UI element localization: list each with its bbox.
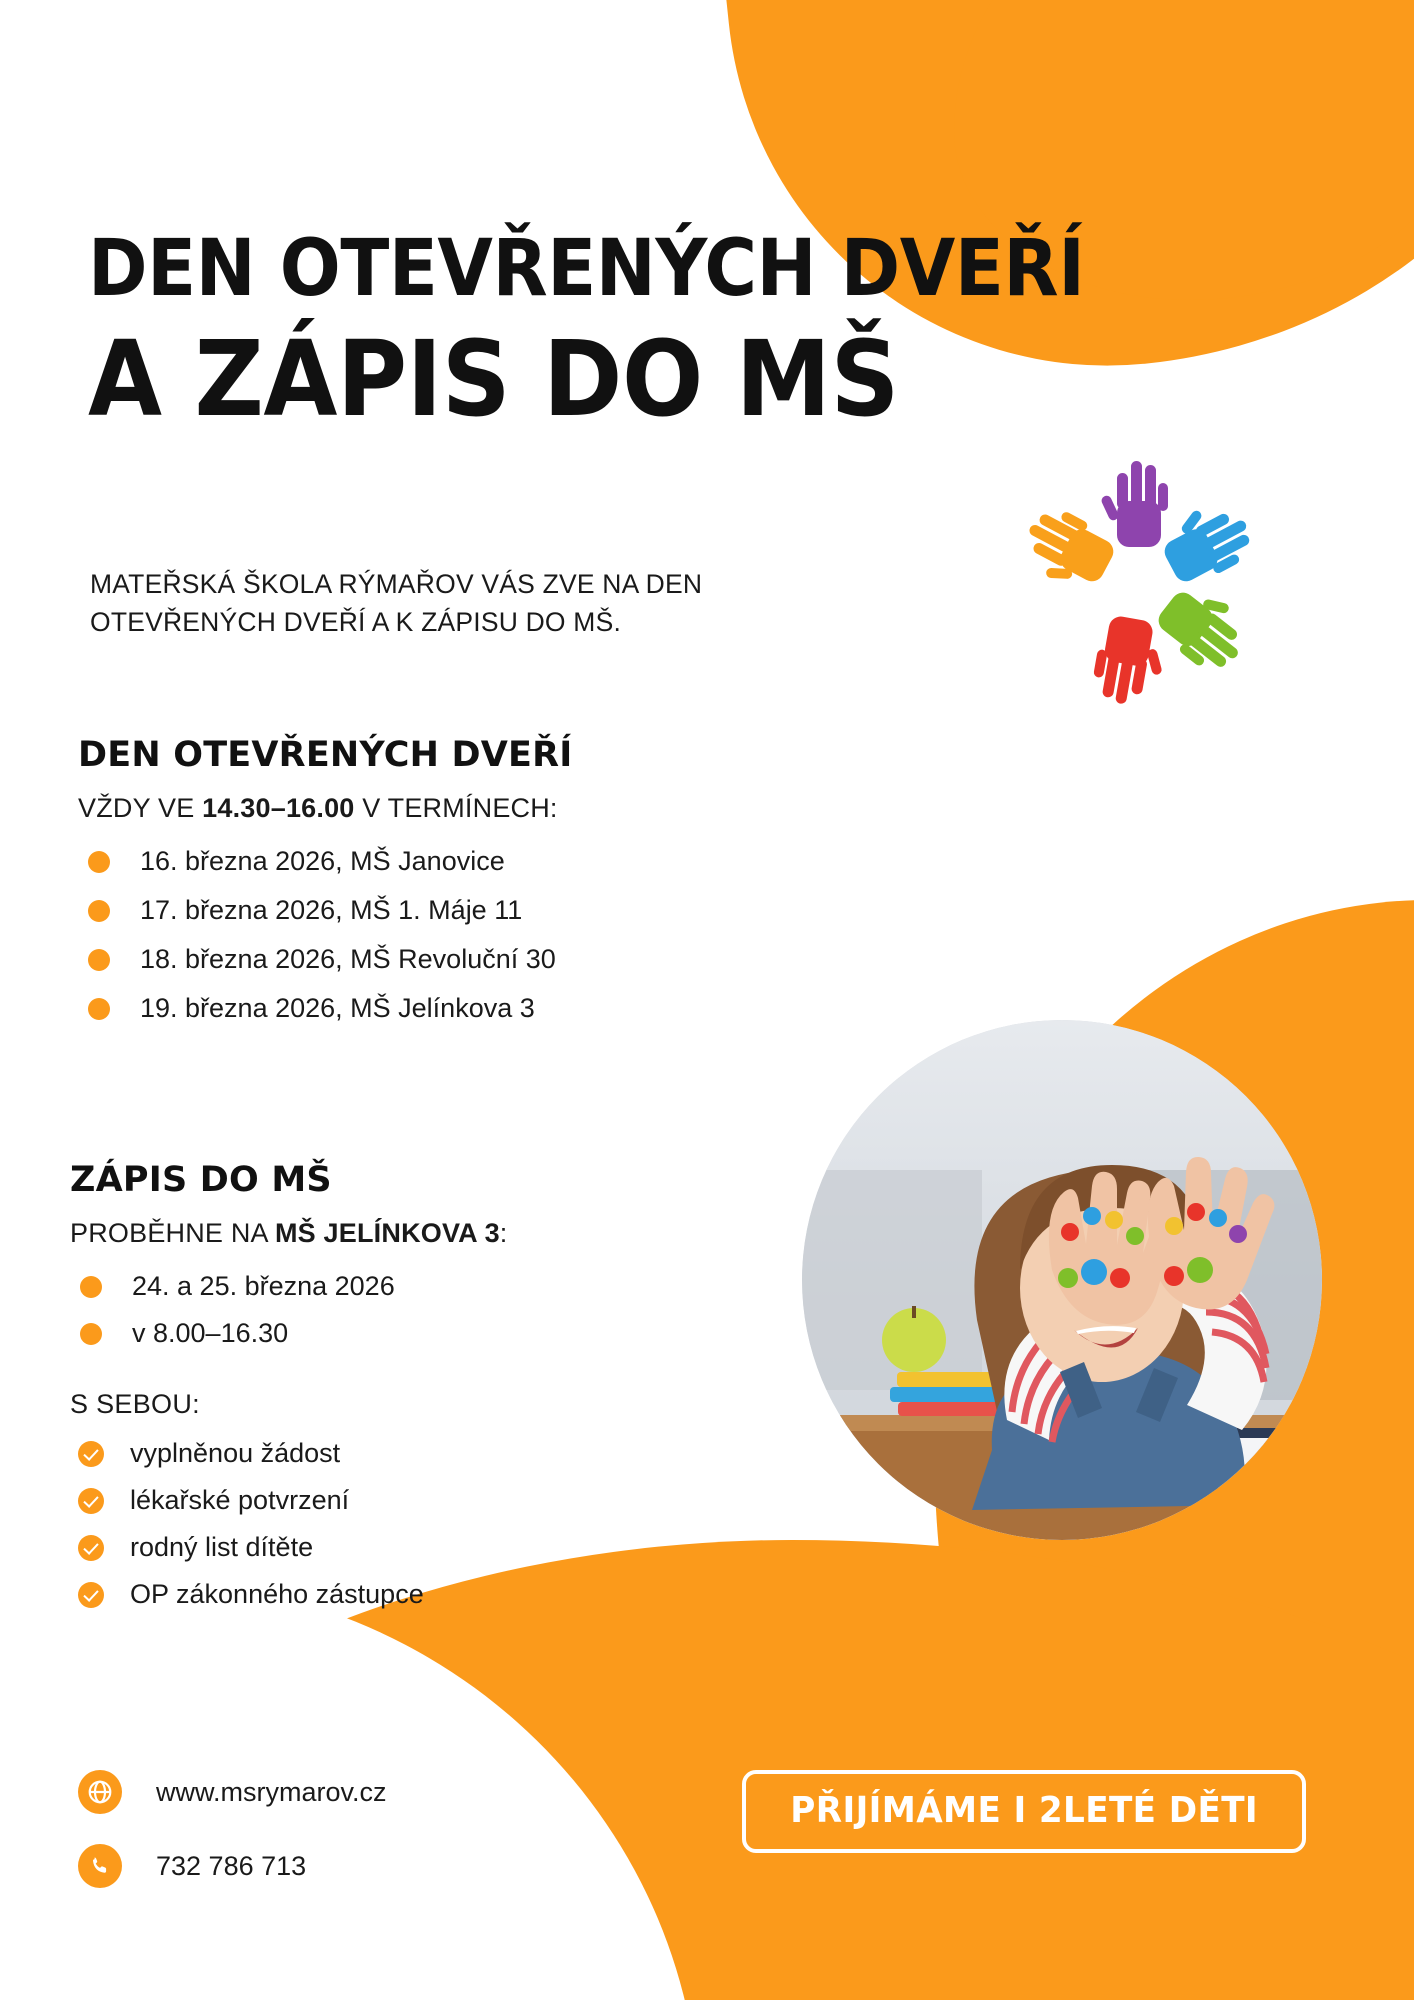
enrollment-section	[70, 1160, 690, 1626]
bring-item: rodný list dítěte	[130, 1532, 314, 1562]
page-title-line-1: DEN OTEVŘENÝCH DVEŘÍ	[88, 224, 1085, 314]
website-row[interactable]	[78, 1770, 387, 1814]
enrollment-time: v 8.00–16.30	[132, 1318, 289, 1348]
bullet-dot-icon	[88, 998, 110, 1020]
bring-item: OP zákonného zástupce	[130, 1579, 424, 1609]
open-day-heading: DEN OTEVŘENÝCH DVEŘÍ	[78, 735, 573, 775]
open-day-date: 17. března 2026, MŠ 1. Máje 11	[140, 895, 523, 925]
list-item	[78, 944, 838, 975]
enrollment-heading: ZÁPIS DO MŠ	[70, 1160, 332, 1200]
bring-with-you-list	[70, 1438, 690, 1610]
bullet-dot-icon	[88, 851, 110, 873]
list-item	[70, 1579, 690, 1610]
list-item	[70, 1438, 690, 1469]
open-day-date-list	[78, 846, 838, 1024]
bullet-dot-icon	[88, 949, 110, 971]
bring-with-you-label: S SEBOU:	[70, 1389, 200, 1419]
badge-label: PŘIJÍMÁME I 2LETÉ DĚTI	[789, 1790, 1258, 1831]
list-item	[70, 1271, 690, 1302]
child-photo	[802, 1020, 1322, 1540]
contact-block	[78, 1770, 387, 1918]
check-circle-icon	[78, 1488, 104, 1514]
check-circle-icon	[78, 1535, 104, 1561]
open-day-subtitle-post: V TERMÍNECH:	[354, 793, 558, 823]
bring-item: vyplněnou žádost	[130, 1438, 341, 1468]
website-text[interactable]: www.msrymarov.cz	[156, 1776, 387, 1807]
bullet-dot-icon	[88, 900, 110, 922]
list-item	[70, 1485, 690, 1516]
bullet-dot-icon	[80, 1276, 102, 1298]
enrollment-subtitle-pre: PROBĚHNE NA	[70, 1218, 275, 1248]
enrollment-subtitle-post: :	[499, 1218, 508, 1248]
list-item	[78, 846, 838, 877]
bring-item: lékařské potvrzení	[130, 1485, 350, 1515]
phone-icon	[78, 1844, 122, 1888]
enrollment-date: 24. a 25. března 2026	[132, 1271, 395, 1301]
bullet-dot-icon	[80, 1323, 102, 1345]
colorful-hands-logo-icon	[1024, 455, 1254, 705]
list-item	[70, 1532, 690, 1563]
enrollment-date-list	[70, 1271, 690, 1349]
check-circle-icon	[78, 1582, 104, 1608]
list-item	[70, 1318, 690, 1349]
phone-row[interactable]	[78, 1844, 387, 1888]
open-day-time: 14.30–16.00	[202, 793, 355, 823]
list-item	[78, 895, 838, 926]
intro-paragraph: MATEŘSKÁ ŠKOLA RÝMAŘOV VÁS ZVE NA DEN OTEVŘENÝCH DVEŘÍ A K ZÁPISU DO MŠ.	[90, 569, 703, 638]
open-day-subtitle-pre: VŽDY VE	[78, 793, 203, 823]
open-day-date: 18. března 2026, MŠ Revoluční 30	[140, 944, 556, 974]
status-badge	[742, 1770, 1306, 1853]
globe-icon	[78, 1770, 122, 1814]
open-day-date: 16. března 2026, MŠ Janovice	[140, 846, 505, 876]
enrollment-subtitle	[70, 1218, 690, 1249]
open-day-section	[78, 735, 838, 1042]
list-item	[78, 993, 838, 1024]
check-circle-icon	[78, 1441, 104, 1467]
phone-text[interactable]: 732 786 713	[156, 1850, 307, 1881]
page-title-line-2: A ZÁPIS DO MŠ	[88, 318, 899, 440]
open-day-date: 19. března 2026, MŠ Jelínkova 3	[140, 993, 535, 1023]
open-day-subtitle	[78, 793, 838, 824]
enrollment-location: MŠ JELÍNKOVA 3	[274, 1218, 500, 1248]
